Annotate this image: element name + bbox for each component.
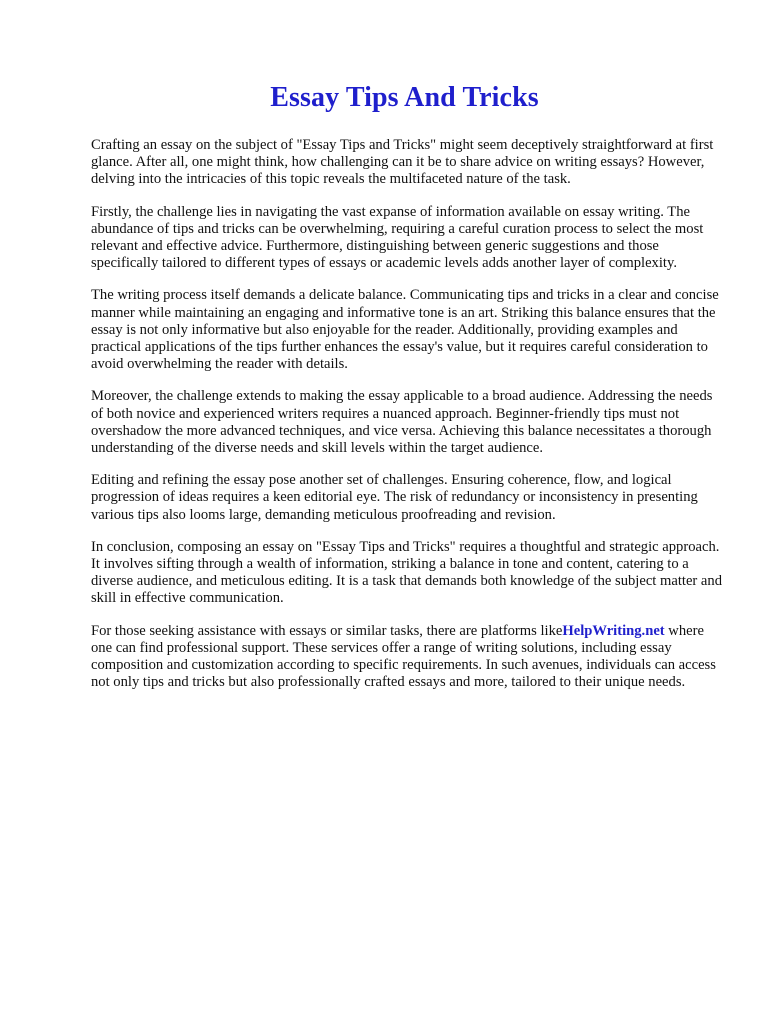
paragraph-challenge: Firstly, the challenge lies in navigating the vast expanse of information available on essay writing. The abundance of tips and tricks can be overwhelming, requiring a careful curation process to select the most relevant and effective advice. Furthermore, distinguishing between generic suggestions and those specifically tailored to different types of essays or academic levels adds another layer of complexity. xyxy=(91,203,704,272)
paragraph-audience: Moreover, the challenge extends to making the essay applicable to a broad audience. Addressing the needs of both novice and experienced writers requires a nuanced approach. Beginner-friendly tips must not overshadow the more advanced techniques, and vice versa. Achieving this balance necessitates a thorough understanding of the diverse needs and skill levels within the target audience. xyxy=(91,388,713,457)
document-title: Essay Tips And Tricks xyxy=(270,82,539,113)
assistance-text-after-link: where one can find professional support. These services offer a range of writing solutions, including essay composition and customization according to specific requirements. In such avenues, individuals can access not only tips and tricks but also professionally crafted essays and more, tailored to their unique needs. xyxy=(91,622,716,691)
assistance-text-before-link: For those seeking assistance with essays or similar tasks, there are platforms like xyxy=(91,622,563,639)
helpwriting-link[interactable]: HelpWriting.net xyxy=(562,622,665,639)
paragraph-assistance xyxy=(91,623,722,692)
paragraph-conclusion: In conclusion, composing an essay on "Essay Tips and Tricks" requires a thoughtful and strategic approach. It involves sifting through a wealth of information, striking a balance in tone and content, catering to a diverse audience, and meticulous editing. It is a task that demands both knowledge of the subject matter and skill in effective communication. xyxy=(91,538,723,607)
paragraph-writing-process: The writing process itself demands a delicate balance. Communicating tips and tricks in a clear and concise manner while maintaining an engaging and informative tone is an art. Striking this balance ensures that the essay is not only informative but also enjoyable for the reader. Additionally, providing examples and practical applications of the tips further enhances the essay's value, but it requires careful consideration to avoid overwhelming the reader with details. xyxy=(91,287,719,373)
paragraph-editing: Editing and refining the essay pose another set of challenges. Ensuring coherence, flow, and logical progression of ideas requires a keen editorial eye. The risk of redundancy or inconsistency in presenting various tips also looms large, demanding meticulous proofreading and revision. xyxy=(91,472,698,523)
paragraph-intro: Crafting an essay on the subject of "Essay Tips and Tricks" might seem deceptively straightforward at first glance. After all, one might think, how challenging can it be to share advice on writing essays? However, delving into the intricacies of this topic reveals the multifaceted nature of the task. xyxy=(91,137,714,188)
